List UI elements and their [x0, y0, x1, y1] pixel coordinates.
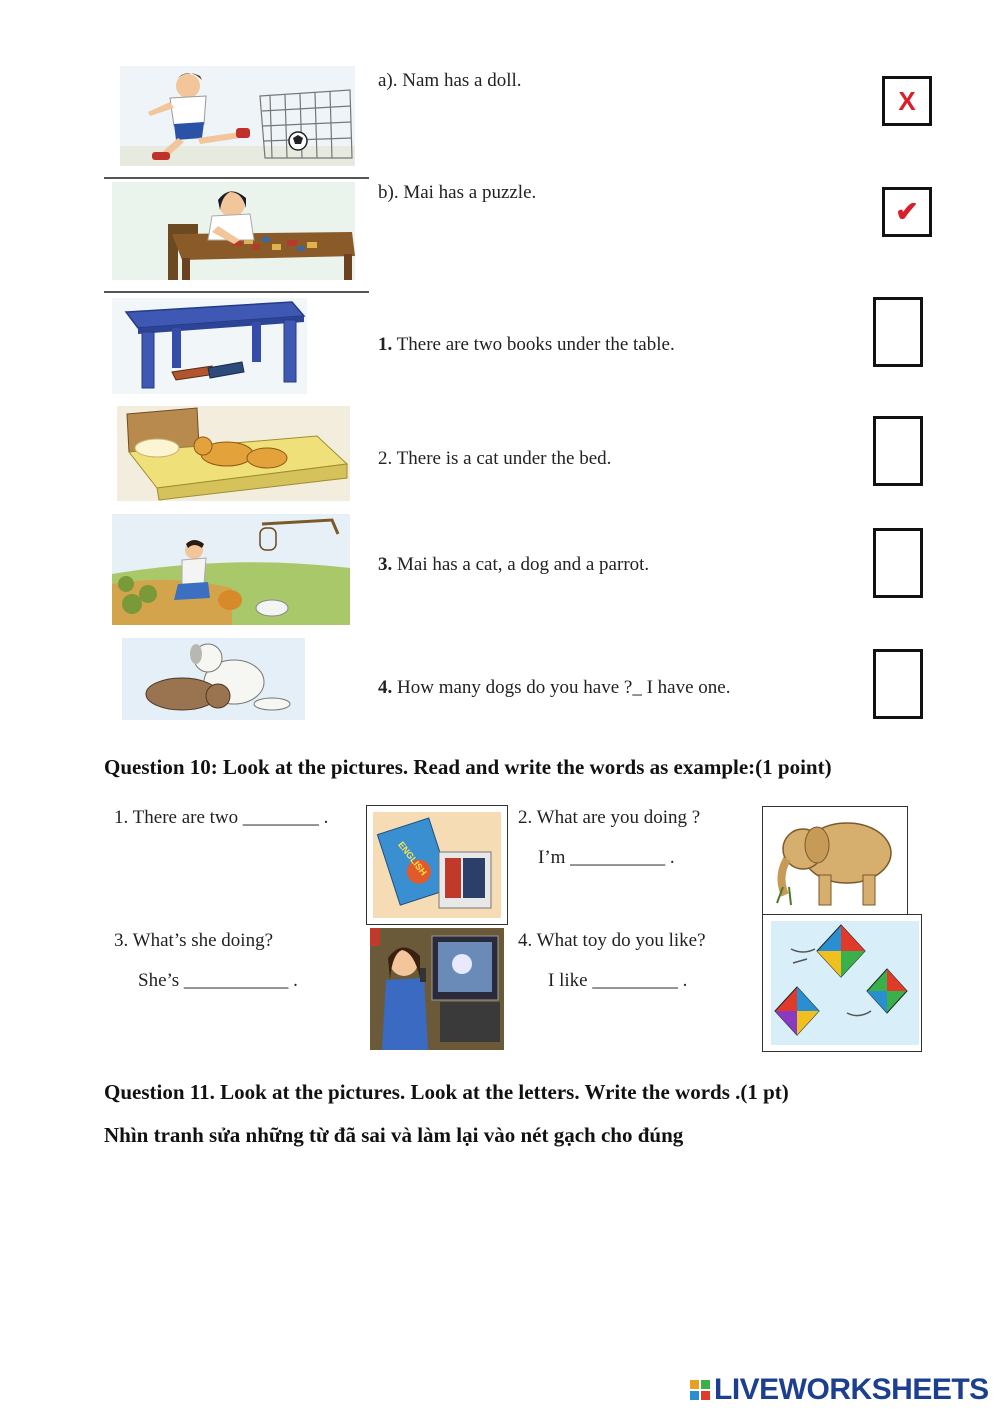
q10-item-3-line2: She’s ___________ .	[138, 970, 298, 991]
q10-item-1-line1: 1. There are two ________ .	[114, 807, 329, 828]
q10-item-2-line2: I’m __________ .	[538, 847, 675, 868]
statement-3-label: 3.	[378, 554, 393, 575]
answer-box-a[interactable]	[882, 76, 932, 126]
statement-4	[378, 677, 730, 699]
q10-item-2-line1: 2. What are you doing ?	[518, 807, 701, 828]
statement-1-label: 1.	[378, 334, 393, 355]
answer-box-4[interactable]	[873, 649, 923, 719]
row-divider-a	[104, 177, 369, 179]
logo-grid-icon	[690, 1380, 710, 1400]
picture-kites	[762, 914, 922, 1052]
picture-table-with-books	[112, 298, 307, 394]
picture-boy-kicking-ball	[120, 66, 355, 166]
liveworksheets-logo	[690, 1373, 989, 1407]
picture-girl-doing-puzzle	[112, 182, 355, 280]
question-11-subtitle: Nhìn tranh sửa những từ đã sai và làm lại vào nét gạch cho đúng	[104, 1123, 684, 1147]
statement-2-label: 2.	[378, 448, 393, 469]
statement-1-text: There are two books under the table.	[396, 334, 675, 355]
answer-box-3[interactable]	[873, 528, 923, 598]
picture-cat-on-bed	[117, 406, 350, 501]
cross-mark-icon: X	[898, 86, 916, 116]
picture-elephant	[762, 806, 908, 916]
statement-a-label: a).	[378, 70, 398, 91]
picture-girl-singing	[370, 928, 504, 1050]
statement-4-label: 4.	[378, 677, 393, 698]
question-10-title: Question 10: Look at the pictures. Read and write the words as example:(1 point)	[104, 755, 832, 779]
statement-a-text: Nam has a doll.	[402, 70, 522, 91]
answer-box-2[interactable]	[873, 416, 923, 486]
statement-1	[378, 334, 675, 356]
question-11-title: Question 11. Look at the pictures. Look at the letters. Write the words .(1 pt)	[104, 1080, 789, 1104]
q10-item-3-line1: 3. What’s she doing?	[114, 930, 274, 951]
picture-girl-with-pets	[112, 514, 350, 625]
statement-b-label: b).	[378, 182, 399, 203]
q10-item-4-line1: 4. What toy do you like?	[518, 930, 706, 951]
book-english-title: ENGLISH	[396, 839, 429, 878]
logo-text: LIVEWORKSHEETS	[714, 1373, 989, 1406]
statement-3	[378, 554, 649, 576]
statement-4-text: How many dogs do you have ?_ I have one.	[397, 677, 731, 698]
statement-b-text: Mai has a puzzle.	[403, 182, 537, 203]
answer-box-1[interactable]	[873, 297, 923, 367]
answer-box-b[interactable]	[882, 187, 932, 237]
picture-books	[366, 805, 508, 925]
statement-a	[378, 70, 522, 92]
statement-3-text: Mai has a cat, a dog and a parrot.	[397, 554, 650, 575]
statement-2	[378, 448, 611, 470]
row-divider-b	[104, 291, 369, 293]
picture-two-dogs	[122, 638, 305, 720]
statement-2-text: There is a cat under the bed.	[396, 448, 612, 469]
check-mark-icon: ✔	[895, 196, 919, 227]
q10-item-4-line2: I like _________ .	[548, 970, 688, 991]
statement-b	[378, 182, 536, 204]
